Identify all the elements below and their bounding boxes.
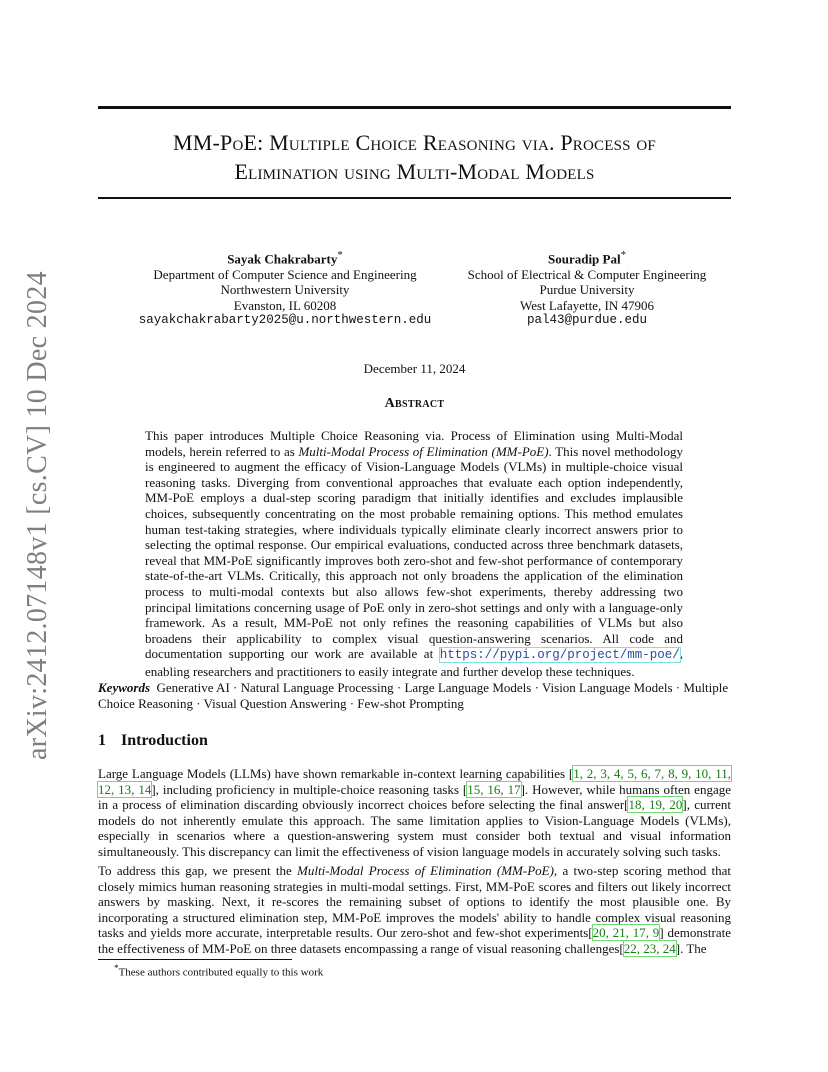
title-bottom-rule [98, 197, 731, 199]
author-email[interactable]: pal43@purdue.edu [526, 313, 648, 328]
author-email[interactable]: sayakchakrabarty2025@u.northwestern.edu [138, 313, 432, 328]
author-address: Evanston, IL 60208 [233, 297, 337, 313]
citation-link[interactable]: 1, 2, 3, 4, 5, 6, 7, 8, 9, 10, 11, 12, 13, 14 [98, 766, 731, 797]
paper-date: December 11, 2024 [363, 361, 466, 376]
intro-paragraph-2 [98, 863, 731, 957]
intro-paragraph-1 [98, 766, 731, 860]
keywords-label: Keywords [98, 680, 150, 695]
title-line-2: Elimination using Multi-Modal Models [234, 159, 595, 184]
text-run: ], current models do not inherently emulate this approach. The same limitation applies to Vision-Language Models (VLMs), especially in scenarios where a question-answering system must consider both textual and visual information simultaneously. This discrepancy can limit the effectiveness of vision language models in accurately solving such tasks. [98, 797, 732, 859]
author-university: Northwestern University [220, 282, 350, 298]
citation-link[interactable]: 18, 19, 20 [628, 797, 683, 813]
equal-contribution-mark: * [620, 249, 627, 261]
footnote [114, 963, 323, 979]
author-block-1 [110, 248, 460, 329]
text-run: ] demonstrate the effectiveness of MM-PoE on three datasets encompassing a range of visual reasoning challenges[ [98, 925, 731, 956]
text-run: Large Language Models (LLMs) have shown remarkable in-context learning capabilities [ [98, 766, 574, 781]
text-run: , a two-step scoring method that closely mimics human reasoning strategies in multi-modal settings. First, MM-PoE scores and filters out likely incorrect answers by masking. Next, it re-scores the remaining subset of options to identify the most plausible one. By incorporating a structured elimination step, MM-PoE improves the models' ability to handle complex visual reasoning tasks and yields more accurate, interpretable results. Our zero-shot and few-shot experiments[ [98, 863, 731, 941]
project-link[interactable]: https://pypi.org/project/mm-poe/ [439, 648, 680, 663]
author-block-2 [455, 248, 719, 329]
footnote-rule [98, 959, 292, 960]
text-run: ]. The [675, 940, 707, 956]
abstract-heading: Abstract [384, 396, 445, 411]
arxiv-identifier: arXiv:2412.07148v1 [cs.CV] 10 Dec 2024 [22, 271, 53, 760]
author-university: Purdue University [539, 282, 635, 298]
equal-contribution-mark: * [337, 249, 343, 261]
footnote-text: These authors contributed equally to this work [118, 966, 324, 979]
citation-link[interactable]: 15, 16, 17 [467, 781, 521, 797]
author-name: Souradip Pal* [547, 249, 627, 267]
footnote-mark: * [114, 963, 119, 973]
text-run: To address this gap, we present the [98, 863, 298, 878]
text-run: ]. However, while humans often engage in a process of elimination discarding obviously incorrect choices before selecting the final answer[ [98, 781, 731, 813]
section-title: Introduction [121, 732, 208, 749]
paper-title [98, 128, 731, 186]
text-italic: Multi-Modal Process of Elimination (MM-PoE) [297, 863, 554, 878]
abstract-part-1: This paper introduces Multiple Choice Reasoning via. Process of Elimination using Multi-Modal models, herein referred to as [145, 428, 683, 459]
title-line-1: MM-PoE: Multiple Choice Reasoning via. Process of [173, 130, 656, 155]
author-address: West Lafayette, IN 47906 [520, 297, 654, 313]
keywords [98, 680, 731, 711]
abstract-part-2: . This novel methodology is engineered to augment the efficacy of Vision-Language Models (VLMs) in multiple-choice visual reasoning tasks. Diverging from conventional approaches that evaluate each option independently, MM-PoE employs a dual-step scoring paradigm that initially identifies and excludes implausible choices, subsequently concentrating on the most probable remaining options. This method emulates human test-taking strategies, where individuals typically eliminate clearly incorrect answers prior to selecting the optimal response. Our empirical evaluations, conducted across three benchmark datasets, reveal that MM-PoE significantly improves both zero-shot and few-shot performance of contemporary state-of-the-art VLMs. Critically, this approach not only broadens the application of the elimination process to multi-modal contexts but also allows few-shot experiments, thereby addressing two principal limitations concerning usage of PoE only in zero-shot settings and only with a language-only framework. As a result, MM-PoE not only refines the reasoning capabilities of VLMs but also broadens their applicability to complex visual question-answering scenarios. All code and documentation supporting our work are available at [145, 443, 684, 662]
keywords-list: Generative AI · Natural Language Processing · Large Language Models · Vision Language Models · Multiple Choice Reasoning · Visual Question Answering · Few-shot Prompting [98, 680, 729, 711]
author-affiliation: School of Electrical & Computer Engineering [467, 266, 707, 282]
section-heading-introduction [98, 732, 208, 750]
abstract-text [145, 428, 683, 680]
abstract-part-3: , enabling researchers and practitioners to easily integrate and further develop these techniques. [145, 646, 683, 679]
section-number: 1 [98, 732, 106, 749]
text-run: ], including proficiency in multiple-choice reasoning tasks [ [151, 781, 468, 797]
abstract-italic: Multi-Modal Process of Elimination (MM-PoE) [298, 443, 549, 459]
author-name: Sayak Chakrabarty* [227, 249, 343, 267]
author-affiliation: Department of Computer Science and Engineering [153, 266, 417, 282]
citation-link[interactable]: 22, 23, 24 [623, 940, 676, 956]
title-top-rule [98, 106, 731, 109]
citation-link[interactable]: 20, 21, 17, 9 [592, 925, 660, 941]
